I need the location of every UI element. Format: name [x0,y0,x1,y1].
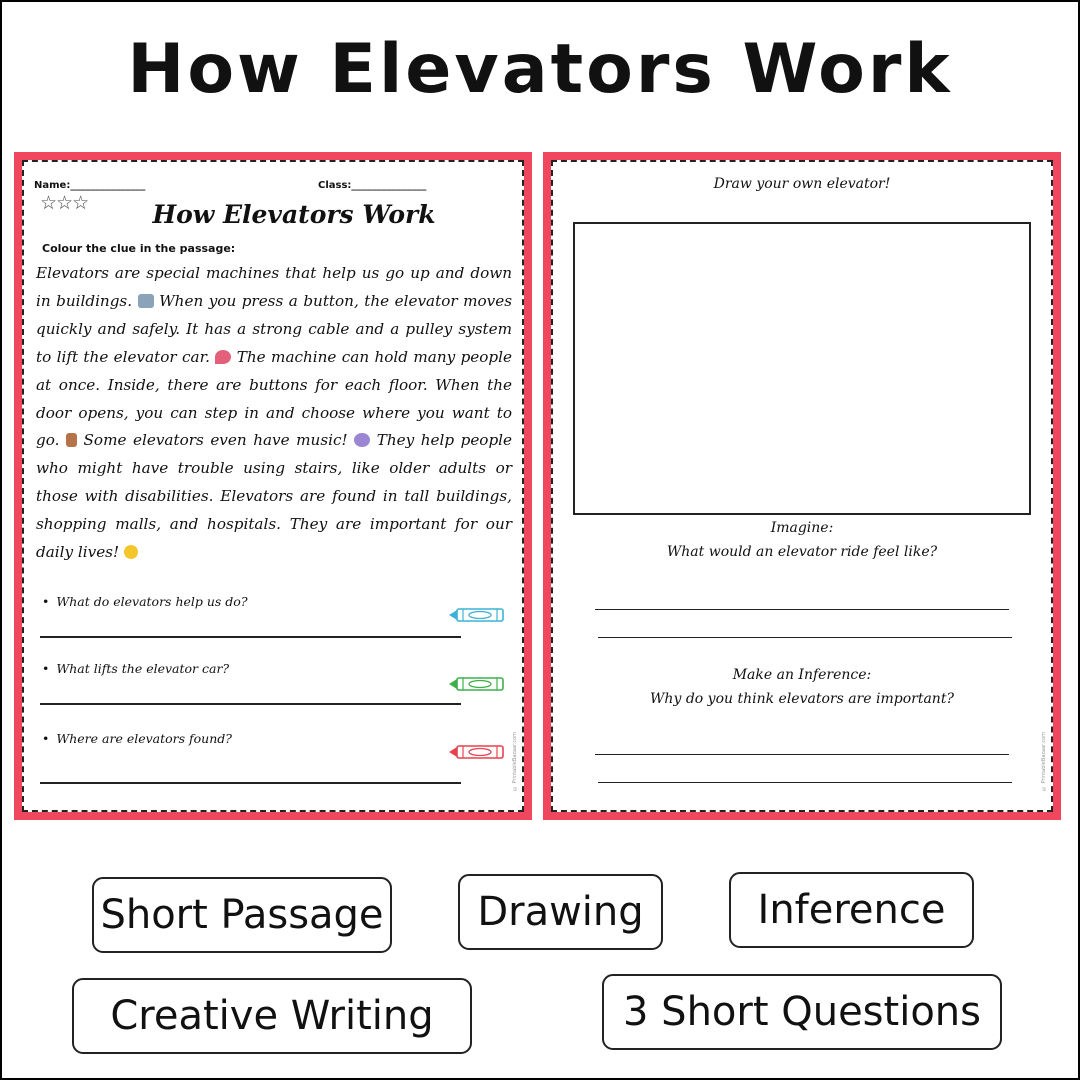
watermark-text: © PrintableBazaar.com [512,732,518,791]
class-field-label: Class:_______________ [318,180,427,191]
drawing-box [573,222,1031,515]
instruction-text: Colour the clue in the passage: [42,242,236,255]
worksheet-title: How Elevators Work [152,200,436,229]
imagine-label: Imagine: [770,520,834,536]
tag-creative-writing: Creative Writing [72,978,472,1054]
question-1: • What do elevators help us do? [42,594,248,609]
crayon-icon [449,675,509,693]
sun-emoji-icon [124,545,138,559]
answer-line [595,609,1009,610]
inference-label: Make an Inference: [732,667,872,683]
question-2: • What lifts the elevator car? [42,661,229,676]
answer-line [40,782,461,784]
tag-drawing: Drawing [458,874,663,950]
building-emoji-icon [138,294,154,308]
crayon-icon [449,743,509,761]
inference-question: Why do you think elevators are important? [650,691,954,707]
worksheet-page-inner [551,160,1053,812]
answer-line [40,703,461,705]
rating-stars-icon: ☆☆☆ [40,192,89,214]
tag-inference: Inference [729,872,974,948]
question-3: • Where are elevators found? [42,731,232,746]
passage-sentence: When you press a button, the elevator moves quickly and safely. It has a strong cable and a pulley system to lift the elevator car. [36,291,513,366]
rocket-emoji-icon [215,350,231,364]
passage-sentence: They help people who might have trouble using stairs, like older adults or those with disabilities. Elevators are found in tall buildings, shopping malls, and hospitals. They are important for our daily lives! [36,431,513,562]
door-emoji-icon [66,433,77,447]
answer-line [598,782,1012,783]
imagine-question: What would an elevator ride feel like? [666,544,938,560]
answer-line [40,636,461,638]
passage-sentence: The machine can hold many people at once. Inside, there are buttons for each floor. When the door opens, you can step in and choose where you want to go. [36,347,512,450]
music-emoji-icon [354,433,370,447]
worksheet-page-activity [543,152,1061,820]
crayon-icon [449,606,509,624]
worksheet-page-inner [22,160,524,812]
reading-passage [36,260,512,567]
passage-sentence: Elevators are special machines that help us go up and down in buildings. [36,264,512,310]
tag-short-passage: Short Passage [92,877,392,953]
worksheet-page-reading [14,152,532,820]
watermark-text: © PrintableBazaar.com [1041,732,1047,791]
tag-short-questions: 3 Short Questions [602,974,1002,1050]
draw-prompt: Draw your own elevator! [713,176,891,192]
name-field-label: Name:_______________ [34,180,146,191]
page-title: How Elevators Work [127,30,953,109]
answer-line [598,637,1012,638]
answer-line [595,754,1009,755]
passage-sentence: Some elevators even have music! [83,431,348,450]
